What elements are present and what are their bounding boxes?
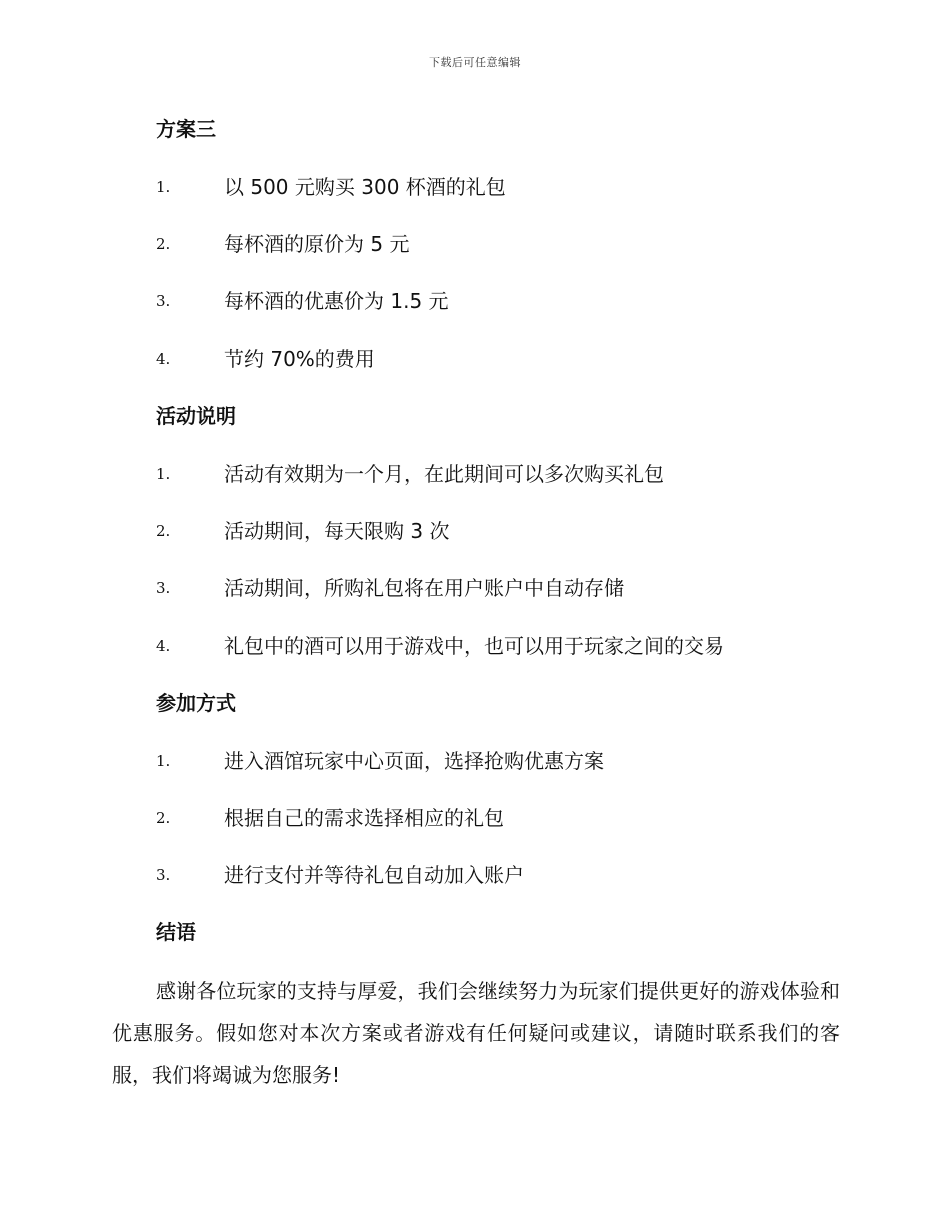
list-text: 根据自己的需求选择相应的礼包 [224,806,504,830]
list-text: 活动期间，每天限购 3 次 [224,519,450,543]
list-item [156,344,876,374]
list-text: 进行支付并等待礼包自动加入账户 [224,863,524,887]
list-number: 4. [156,350,171,368]
list-item [156,172,876,202]
list-number: 3. [156,866,171,884]
list-number: 2. [156,809,171,827]
list-number: 1. [156,465,171,483]
section-heading-participation: 参加方式 [156,691,236,715]
list-number: 2. [156,522,171,540]
list-text: 每杯酒的原价为 5 元 [224,232,410,256]
list-number: 4. [156,637,171,655]
list-item [156,286,876,316]
list-number: 3. [156,292,171,310]
conclusion-paragraph: 感谢各位玩家的支持与厚爱，我们会继续努力为玩家们提供更好的游戏体验和优惠服务。假如您对本次方案或者游戏有任何疑问或建议，请随时联系我们的客服，我们将竭诚为您服务! [112,979,840,1087]
list-text: 以 500 元购买 300 杯酒的礼包 [224,175,506,199]
section-heading-plan-three: 方案三 [156,117,216,141]
list-item [156,803,876,833]
list-item [156,516,876,546]
list-item [156,631,876,661]
list-text: 每杯酒的优惠价为 1.5 元 [224,289,449,313]
list-number: 1. [156,178,171,196]
list-item [156,746,876,776]
list-item [156,459,876,489]
list-text: 礼包中的酒可以用于游戏中，也可以用于玩家之间的交易 [224,634,724,658]
list-text: 活动期间，所购礼包将在用户账户中自动存储 [224,576,624,600]
section-heading-activity: 活动说明 [156,404,236,428]
list-number: 3. [156,579,171,597]
section-heading-conclusion: 结语 [156,920,196,944]
list-number: 2. [156,235,171,253]
list-item [156,229,876,259]
list-text: 进入酒馆玩家中心页面，选择抢购优惠方案 [224,749,604,773]
list-item [156,860,876,890]
list-text: 活动有效期为一个月，在此期间可以多次购买礼包 [224,462,664,486]
list-text: 节约 70%的费用 [224,347,375,371]
page-header-note: 下载后可任意编辑 [429,56,521,69]
list-number: 1. [156,752,171,770]
list-item [156,573,876,603]
